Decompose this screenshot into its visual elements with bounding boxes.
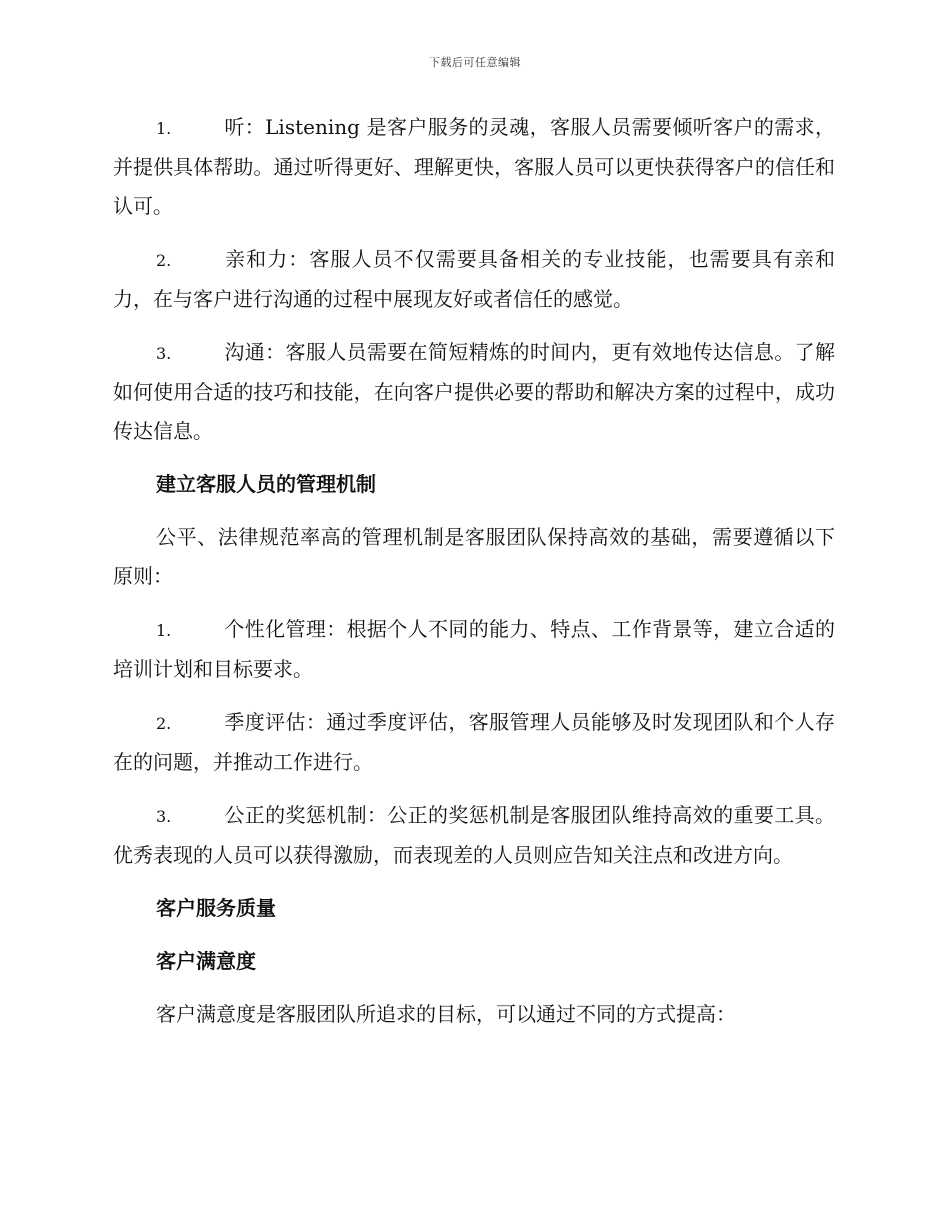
list-item-text: 亲和力：客服人员不仅需要具备相关的专业技能，也需要具有亲和力，在与客户进行沟通的过程中展现友好或者信任的感觉。	[113, 247, 835, 311]
section-heading-service-quality: 客户服务质量	[156, 896, 276, 920]
list-item	[113, 108, 835, 226]
list-number: 2.	[156, 251, 172, 270]
list-item	[113, 703, 835, 782]
list-item-text: 季度评估：通过季度评估，客服管理人员能够及时发现团队和个人存在的问题，并推动工作进行。	[113, 710, 835, 774]
list-item-text: 个性化管理：根据个人不同的能力、特点、工作背景等，建立合适的培训计划和目标要求。	[113, 617, 835, 681]
list-item	[113, 240, 835, 319]
section-heading-management: 建立客服人员的管理机制	[156, 472, 376, 496]
paragraph: 公平、法律规范率高的管理机制是客服团队保持高效的基础，需要遵循以下原则：	[113, 525, 835, 588]
list-item-text: 听：Listening 是客户服务的灵魂，客服人员需要倾听客户的需求，并提供具体帮助。通过听得更好、理解更快，客服人员可以更快获得客户的信任和认可。	[113, 115, 835, 218]
list-number: 3.	[156, 344, 172, 363]
page-header: 下载后可任意编辑	[429, 56, 521, 69]
list-item	[113, 796, 835, 875]
paragraph: 客户满意度是客服团队所追求的目标，可以通过不同的方式提高：	[156, 1002, 736, 1026]
document-body	[113, 108, 835, 1048]
list-number: 2.	[156, 714, 172, 733]
list-item-text: 公正的奖惩机制：公正的奖惩机制是客服团队维持高效的重要工具。优秀表现的人员可以获得激励，而表现差的人员则应告知关注点和改进方向。	[113, 803, 835, 867]
list-item	[113, 610, 835, 689]
list-item-text: 沟通：客服人员需要在简短精炼的时间内，更有效地传达信息。了解如何使用合适的技巧和技能，在向客户提供必要的帮助和解决方案的过程中，成功传达信息。	[113, 340, 835, 443]
list-number: 1.	[156, 621, 172, 640]
list-item	[113, 333, 835, 451]
list-number: 3.	[156, 807, 172, 826]
section-heading-satisfaction: 客户满意度	[156, 949, 256, 973]
list-number: 1.	[156, 119, 172, 138]
